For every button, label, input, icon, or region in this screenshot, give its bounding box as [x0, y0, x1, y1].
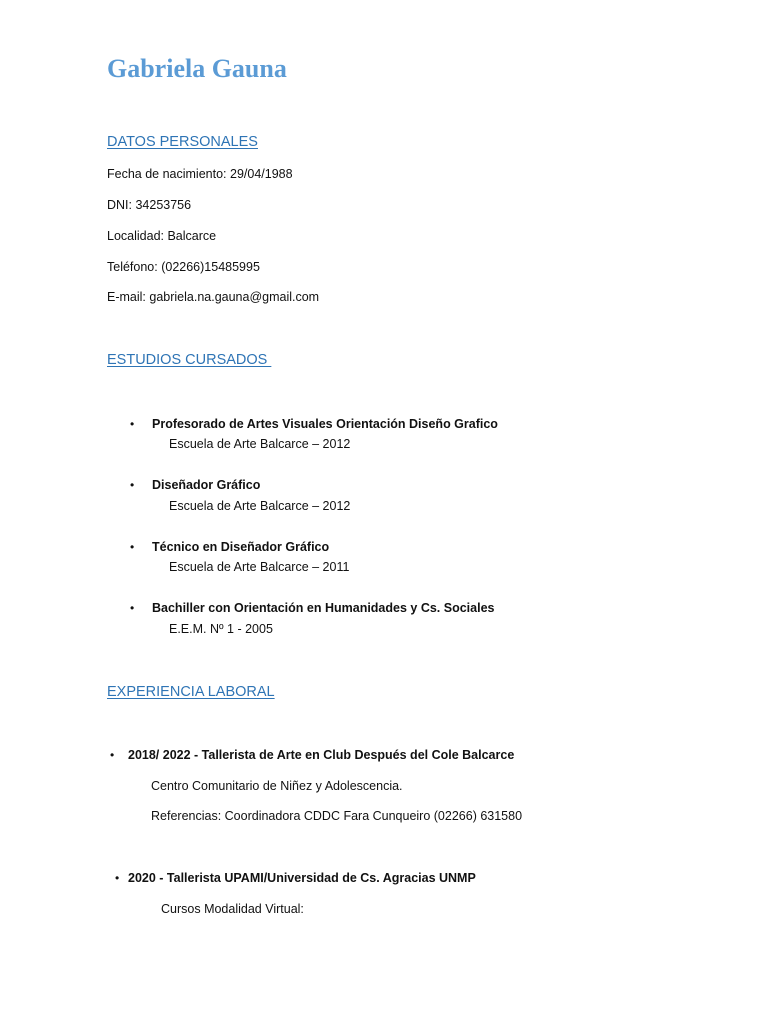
study-title: Profesorado de Artes Visuales Orientación Diseño Grafico: [152, 417, 498, 431]
locality: Localidad: Balcarce: [107, 229, 217, 243]
bullet-icon: •: [130, 540, 135, 554]
phone: Teléfono: (02266)15485995: [107, 260, 260, 274]
job-title: 2020 - Tallerista UPAMI/Universidad de Cs. Agracias UNMP: [128, 871, 476, 885]
bullet-icon: •: [115, 871, 120, 885]
job-detail: Centro Comunitario de Niñez y Adolescencia.: [151, 779, 403, 793]
study-institution: Escuela de Arte Balcarce – 2011: [169, 560, 350, 574]
bullet-icon: •: [110, 748, 115, 762]
study-title: Bachiller con Orientación en Humanidades y Cs. Sociales: [152, 601, 495, 615]
resume-name: Gabriela Gauna: [107, 54, 287, 83]
bullet-icon: •: [130, 478, 135, 492]
bullet-icon: •: [130, 417, 135, 431]
study-title: Técnico en Diseñador Gráfico: [152, 540, 330, 554]
study-institution: Escuela de Arte Balcarce – 2012: [169, 437, 351, 451]
studies-heading: ESTUDIOS CURSADOS: [107, 352, 272, 368]
job-title: 2018/ 2022 - Tallerista de Arte en Club Después del Cole Balcarce: [128, 748, 515, 762]
study-title: Diseñador Gráfico: [152, 478, 261, 492]
personal-data-heading: DATOS PERSONALES: [107, 134, 258, 150]
email: E-mail: gabriela.na.gauna@gmail.com: [107, 290, 320, 304]
study-institution: E.E.M. Nº 1 - 2005: [169, 622, 273, 636]
dni: DNI: 34253756: [107, 198, 192, 212]
study-institution: Escuela de Arte Balcarce – 2012: [169, 499, 351, 513]
bullet-icon: •: [130, 601, 135, 615]
birth-date: Fecha de nacimiento: 29/04/1988: [107, 167, 293, 181]
job-reference: Referencias: Coordinadora CDDC Fara Cunqueiro (02266) 631580: [151, 809, 523, 823]
experience-heading: EXPERIENCIA LABORAL: [107, 684, 275, 700]
job-detail: Cursos Modalidad Virtual:: [161, 902, 304, 916]
